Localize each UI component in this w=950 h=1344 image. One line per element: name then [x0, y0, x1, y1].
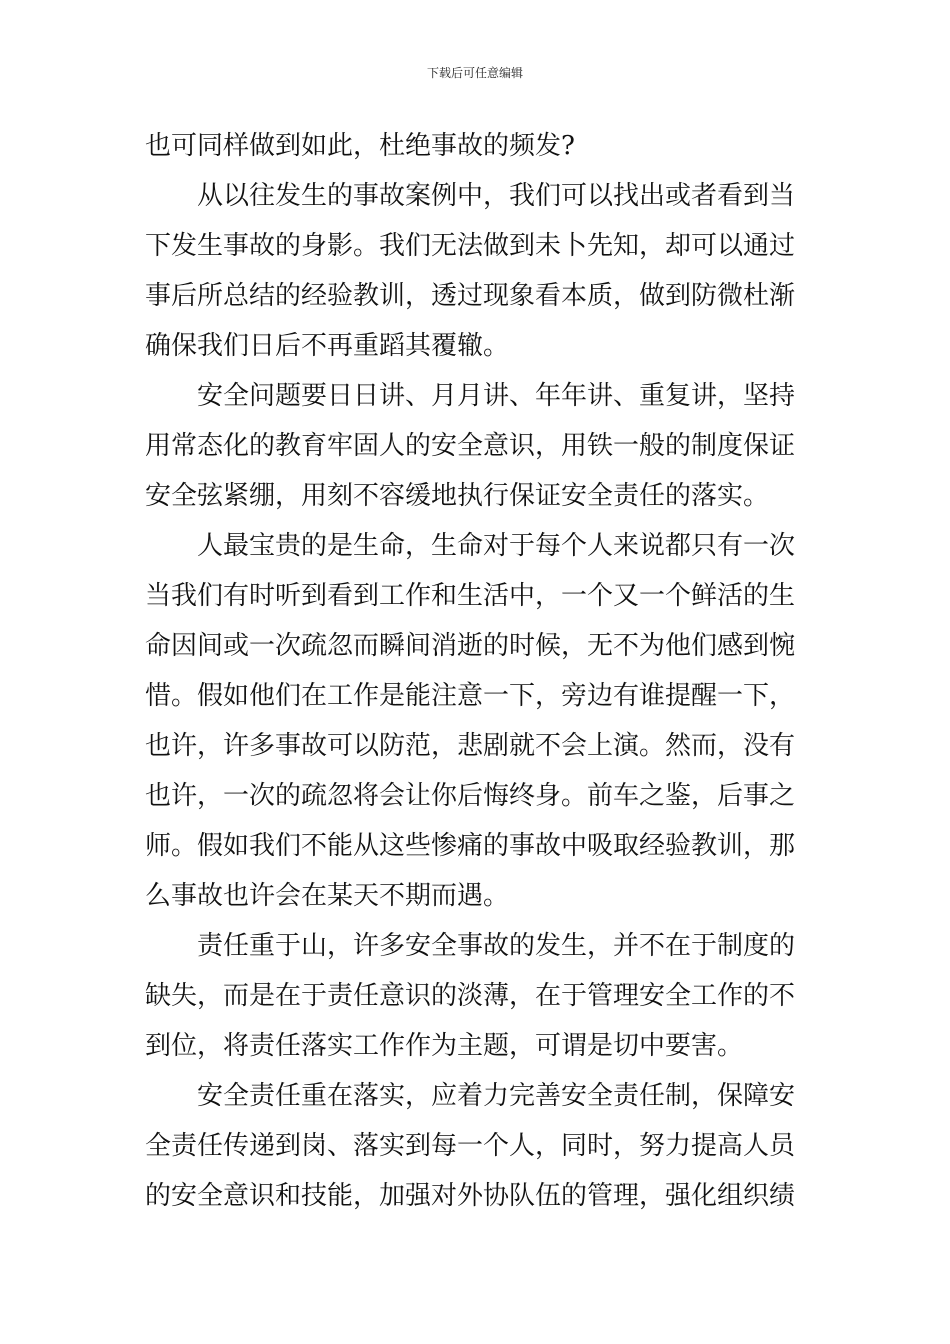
text-line: 缺失，而是在于责任意识的淡薄，在于管理安全工作的不	[145, 981, 796, 1011]
text-line: 师。假如我们不能从这些惨痛的事故中吸取经验教训，那	[145, 831, 796, 861]
text-line: 安全责任重在落实，应着力完善安全责任制，保障安	[197, 1081, 796, 1111]
text-line: 的安全意识和技能，加强对外协队伍的管理，强化组织绩	[145, 1181, 796, 1211]
text-line: 下发生事故的身影。我们无法做到未卜先知，却可以通过	[145, 231, 796, 261]
text-line: 安全弦紧绷，用刻不容缓地执行保证安全责任的落实。	[145, 481, 770, 511]
text-line: 也可同样做到如此，杜绝事故的频发?	[145, 131, 575, 161]
body-text	[145, 129, 805, 1229]
text-line: 命因间或一次疏忽而瞬间消逝的时候，无不为他们感到惋	[145, 631, 796, 661]
text-line: 到位，将责任落实工作作为主题，可谓是切中要害。	[145, 1031, 744, 1061]
text-line: 安全问题要日日讲、月月讲、年年讲、重复讲，坚持	[197, 381, 796, 411]
text-line: 事后所总结的经验教训，透过现象看本质，做到防微杜渐	[145, 281, 796, 311]
text-line: 人最宝贵的是生命，生命对于每个人来说都只有一次	[197, 531, 796, 561]
text-line: 从以往发生的事故案例中，我们可以找出或者看到当	[197, 181, 796, 211]
text-line: 惜。假如他们在工作是能注意一下，旁边有谁提醒一下，	[145, 681, 796, 711]
text-line: 确保我们日后不再重蹈其覆辙。	[145, 331, 510, 361]
page-header: 下载后可任意编辑	[426, 66, 523, 80]
text-line: 么事故也许会在某天不期而遇。	[145, 881, 510, 911]
text-line: 当我们有时听到看到工作和生活中，一个又一个鲜活的生	[145, 581, 796, 611]
text-line: 也许，许多事故可以防范，悲剧就不会上演。然而，没有	[145, 731, 796, 761]
text-line: 全责任传递到岗、落实到每一个人，同时，努力提高人员	[145, 1131, 796, 1161]
text-line: 也许，一次的疏忽将会让你后悔终身。前车之鉴，后事之	[145, 781, 796, 811]
text-line: 责任重于山，许多安全事故的发生，并不在于制度的	[197, 931, 796, 961]
text-line: 用常态化的教育牢固人的安全意识，用铁一般的制度保证	[145, 431, 796, 461]
